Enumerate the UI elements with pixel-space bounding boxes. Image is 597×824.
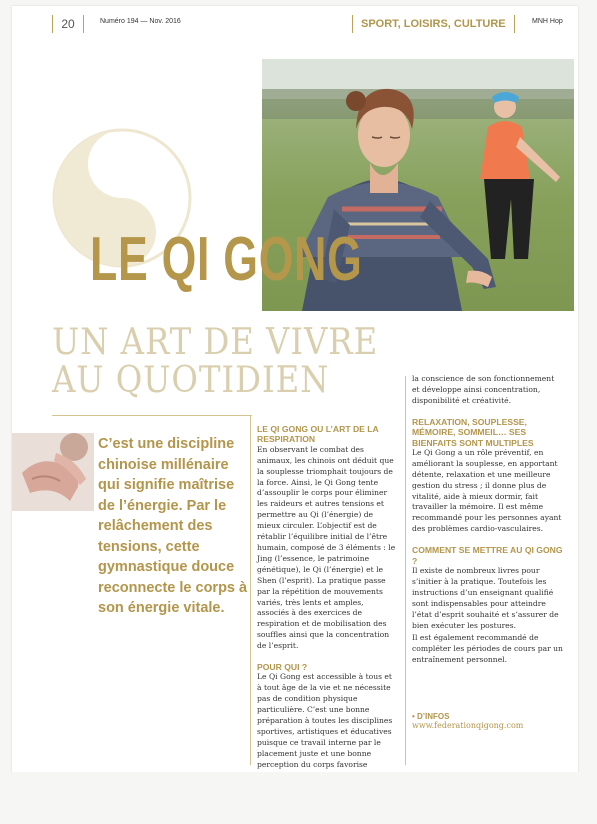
more-info-link[interactable]: www.federationqigong.com: [412, 721, 524, 730]
section-rubric: SPORT, LOISIRS, CULTURE: [352, 15, 515, 33]
section-heading: LE QI GONG OU L’ART DE LA RESPIRATION: [257, 424, 379, 445]
paragraph: Le Qi Gong est accessible à tous et à tout âge de la vie et ne nécessite pas de condition physique particulière. C’est une bonne préparation à toutes les disciplines sportives, artistiques et éducatives puisque ce travail interne par le placement juste et une bonne perception du corps favorise: [257, 672, 393, 769]
article-subtitle-line1: UN ART DE VIVRE: [52, 322, 379, 363]
paragraph: En observant le combat des animaux, les chinois ont déduit que la souplesse triomphait toujours de la force. Ainsi, le Qi Gong tente d’assouplir le corps pour éliminer les raideurs et autres tensions et permettre au Qi (l’énergie) de mieux circuler. L’objectif est de rétablir l’équilibre initial de l’être humain, composé de 3 éléments : le Jing (l’essence, le patrimoine génétique), le Qi (l’énergie) et le Shen (l’esprit). La pratique passe par la répétition de mouvements variés, très lents et amples, associés à des exercices de respiration et de mobilisation des souffles ainsi que la concentration de l’esprit.: [257, 444, 396, 651]
divider: [52, 415, 252, 416]
page-header: [12, 6, 578, 36]
more-info: [412, 712, 564, 730]
article-column-1: [257, 424, 397, 772]
article-lead: C’est une discipline chinoise millénaire qui signifie maîtrise de l’énergie. Par le relâchement des tensions, cette gymnastique douce reconnecte le corps à son énergie vitale.: [98, 436, 248, 616]
more-info-label: • D’INFOS: [412, 712, 450, 721]
brand-label: MNH Hop: [532, 18, 563, 25]
article-column-2: [412, 374, 564, 668]
paragraph: Il existe de nombreux livres pour s’initier à la pratique. Toutefois les instructions d’un enseignant qualifié sont indispensables pour atteindre l’état d’esprit souhaité et s’assurer de bien exécuter les postures.: [412, 566, 559, 630]
issue-label: Numéro 194 — Nov. 2016: [100, 18, 181, 25]
column-divider: [405, 376, 406, 765]
paragraph: la conscience de son fonctionnement et développe ainsi concentration, disponibilité et créativité.: [412, 374, 555, 405]
magazine-page: [12, 6, 578, 772]
scan-margin: [12, 772, 578, 824]
section-heading: RELAXATION, SOUPLESSE, MÉMOIRE, SOMMEIL… SES BIENFAITS SONT MULTIPLES: [412, 416, 534, 448]
paragraph: Le Qi Gong a un rôle préventif, en améliorant la souplesse, en apportant détente, relaxation et une meilleure gestion du stress ; il donne plus de vitalité, aide à mieux dormir, fait travailler la mémoire. Il est même recommandé pour les personnes ayant des problèmes cardio-vasculaires.: [412, 447, 562, 534]
section-heading: COMMENT SE METTRE AU QI GONG ?: [412, 545, 563, 566]
column-divider: [250, 415, 251, 765]
section-heading: POUR QUI ?: [257, 662, 308, 673]
paragraph: Il est également recommandé de compléter les périodes de cours par un entraînement personnel.: [412, 633, 563, 665]
page-number: 20: [52, 15, 84, 33]
hands-thumbnail: [12, 433, 94, 511]
article-subtitle-line2: AU QUOTIDIEN: [52, 360, 330, 401]
article-title: LE QI GONG: [90, 225, 363, 294]
